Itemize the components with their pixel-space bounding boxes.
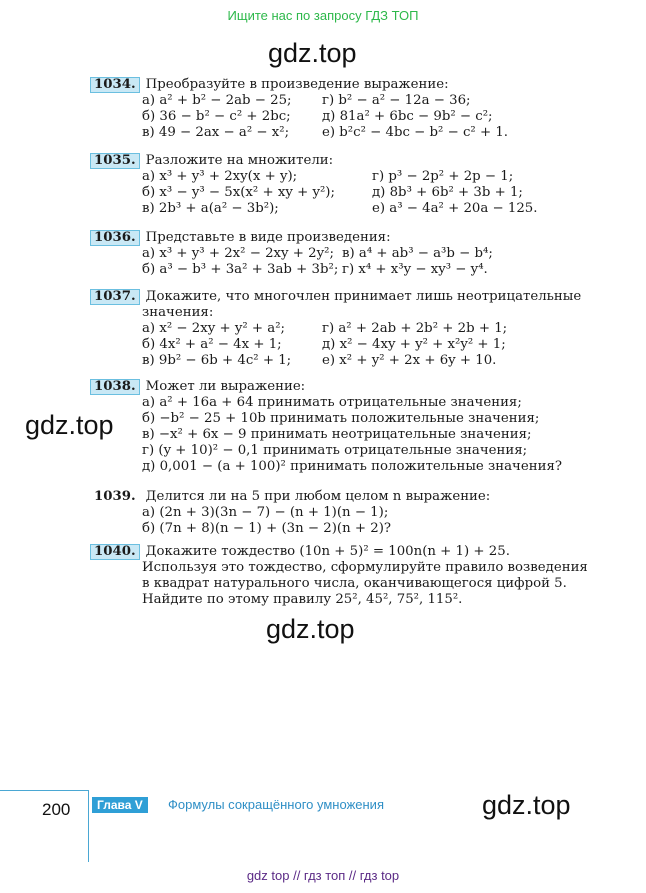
problem-item: д) 81a² + 6bc − 9b² − c²; <box>322 109 493 124</box>
problem-item: г) (y + 10)² − 0,1 принимать отрицательные значения; <box>142 443 528 458</box>
watermark: gdz.top <box>266 614 355 644</box>
problem-item: а) x³ + y³ + 2xy(x + y); <box>142 169 298 184</box>
problem-title: Преобразуйте в произведение выражение: <box>145 77 449 92</box>
problem-item: б) 4x² + a² − 4x + 1; <box>142 337 282 352</box>
watermark: gdz.top <box>25 410 114 440</box>
problem-title: Докажите тождество (10n + 5)² = 100n(n + 1) + 25. <box>145 544 510 559</box>
problem-number: 1036. <box>90 230 140 246</box>
problem-item: д) 8b³ + 6b² + 3b + 1; <box>372 185 523 200</box>
problem-item: г) a² + 2ab + 2b² + 2b + 1; <box>322 321 508 336</box>
footer-divider <box>0 790 89 791</box>
problem-item: б) 36 − b² − c² + 2bc; <box>142 109 291 124</box>
page-number: 200 <box>42 800 71 819</box>
problem-item: б) x³ − y³ − 5x(x² + xy + y²); <box>142 185 335 200</box>
watermark: gdz.top <box>482 790 571 820</box>
problem-1034 <box>90 77 610 141</box>
problem-item: е) b²c² − 4bc − b² − c² + 1. <box>322 125 509 140</box>
problem-item: б) a³ − b³ + 3a² + 3ab + 3b²; <box>142 262 339 277</box>
problem-item: Найдите по этому правилу 25², 45², 75², 115². <box>142 592 463 607</box>
watermark: gdz.top <box>268 38 357 68</box>
chapter-title: Формулы сокращённого умножения <box>168 797 384 812</box>
problem-number: 1034. <box>90 77 140 93</box>
problem-item: а) (2n + 3)(3n − 7) − (n + 1)(n − 1); <box>142 505 389 520</box>
problem-item: е) a³ − 4a² + 20a − 125. <box>372 201 538 216</box>
problem-item: д) 0,001 − (a + 100)² принимать положительные значения? <box>142 459 562 474</box>
problem-1038 <box>90 379 610 475</box>
problem-1035 <box>90 153 610 217</box>
problem-item: в квадрат натурального числа, оканчивающегося цифрой 5. <box>142 576 567 591</box>
problem-item: б) (7n + 8)(n − 1) + (3n − 2)(n + 2)? <box>142 521 392 536</box>
problem-item: а) x³ + y³ + 2x² − 2xy + 2y²; <box>142 246 334 261</box>
problem-item: Используя это тождество, сформулируйте правило возведения <box>142 560 588 575</box>
problem-item: в) 49 − 2ax − a² − x²; <box>142 125 290 140</box>
problem-number: 1038. <box>90 379 140 395</box>
chapter-badge: Глава V <box>92 797 148 813</box>
problem-number: 1040. <box>90 544 140 560</box>
problem-item: в) 2b³ + a(a² − 3b²); <box>142 201 279 216</box>
problem-number: 1037. <box>90 289 140 305</box>
problem-1039 <box>90 489 610 537</box>
problem-item: в) 9b² − 6b + 4c² + 1; <box>142 353 292 368</box>
problem-title: Докажите, что многочлен принимает лишь неотрицательные <box>145 289 582 304</box>
problem-item: а) x² − 2xy + y² + a²; <box>142 321 286 336</box>
problem-item: б) −b² − 25 + 10b принимать положительные значения; <box>142 411 540 426</box>
problem-1037 <box>90 289 610 369</box>
problem-item: в) a⁴ + ab³ − a³b − b⁴; <box>342 246 493 261</box>
problem-item: г) p³ − 2p² + 2p − 1; <box>372 169 514 184</box>
problem-title: Представьте в виде произведения: <box>145 230 391 245</box>
problem-1040 <box>90 544 610 608</box>
problem-title: Разложите на множители: <box>145 153 334 168</box>
problem-number: 1035. <box>90 153 140 169</box>
footer-divider <box>88 790 89 862</box>
search-banner: Ищите нас по запросу ГДЗ ТОП <box>227 8 419 23</box>
problem-item: г) b² − a² − 12a − 36; <box>322 93 471 108</box>
bottom-watermark: gdz top // гдз топ // гдз top <box>246 868 400 883</box>
problem-title-cont: значения: <box>142 305 214 320</box>
problem-item: д) x² − 4xy + y² + x²y² + 1; <box>322 337 506 352</box>
problem-title: Делится ли на 5 при любом целом n выражение: <box>145 489 491 504</box>
problem-item: а) a² + 16a + 64 принимать отрицательные значения; <box>142 395 522 410</box>
problem-item: а) a² + b² − 2ab − 25; <box>142 93 292 108</box>
problem-item: в) −x² + 6x − 9 принимать неотрицательные значения; <box>142 427 532 442</box>
problem-1036 <box>90 230 610 278</box>
problem-item: г) x⁴ + x³y − xy³ − y⁴. <box>342 262 488 277</box>
problem-title: Может ли выражение: <box>145 379 306 394</box>
problem-item: е) x² + y² + 2x + 6y + 10. <box>322 353 497 368</box>
problem-number: 1039. <box>94 489 136 504</box>
